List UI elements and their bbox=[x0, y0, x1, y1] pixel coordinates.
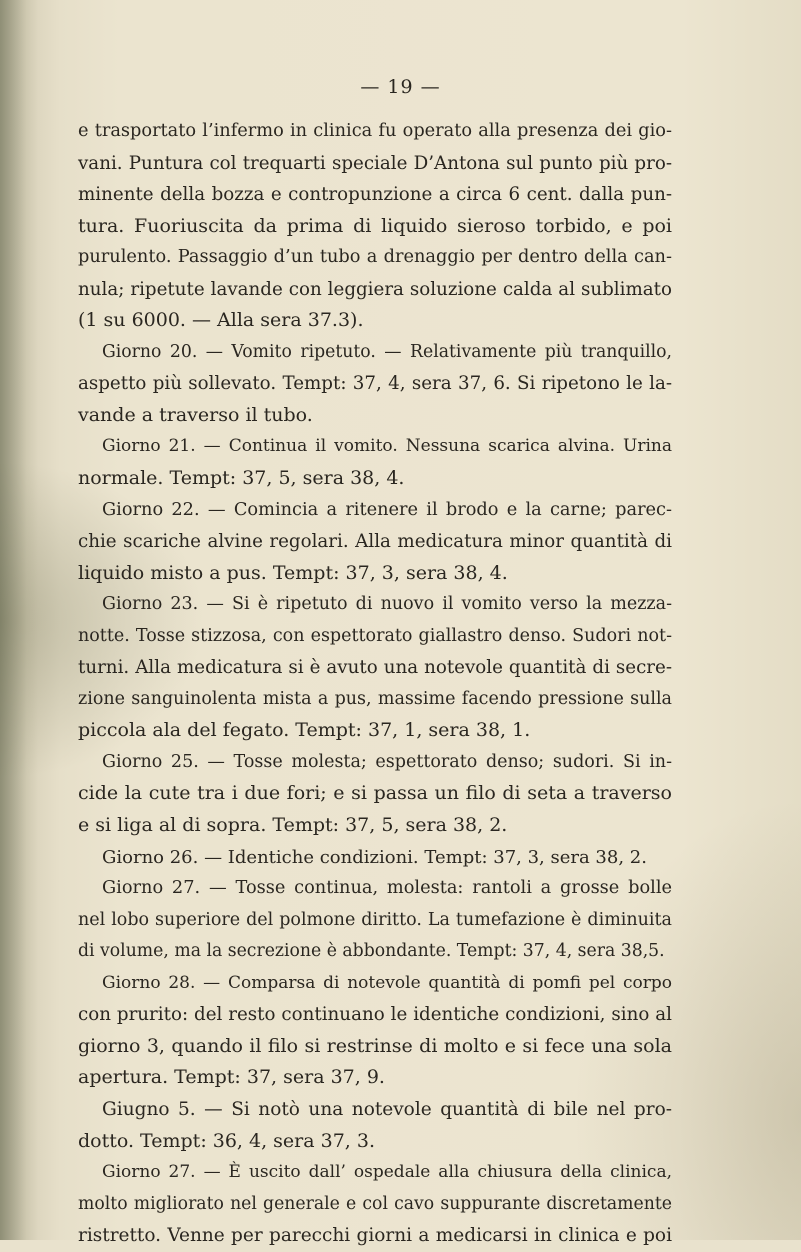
text-line: giorno 3, quando il filo si restrinse di molto e si fece una sola bbox=[78, 1034, 672, 1057]
text-line: di volume, ma la secrezione è abbondante. Tempt: 37, 4, sera 38,5. bbox=[78, 941, 665, 962]
text-line: Giorno 20. — Vomito ripetuto. — Relativamente più tranquillo, bbox=[102, 341, 672, 362]
text-line: Giorno 27. — È uscito dall’ ospedale alla chiusura della clinica, bbox=[102, 1162, 672, 1183]
text-line: notte. Tosse stizzosa, con espettorato giallastro denso. Sudori not- bbox=[78, 625, 672, 646]
text-line: molto migliorato nel generale e col cavo suppurante discretamente bbox=[78, 1193, 672, 1214]
text-line: zione sanguinolenta mista a pus, massime facendo pressione sulla bbox=[78, 688, 672, 709]
text-line: Giorno 23. — Si è ripetuto di nuovo il vomito verso la mezza- bbox=[102, 594, 672, 615]
body-text bbox=[78, 116, 672, 1252]
text-line: nel lobo superiore del polmone diritto. La tumefazione è diminuita bbox=[78, 909, 672, 930]
text-line: purulento. Passaggio d’un tubo a drenaggio per dentro della can- bbox=[78, 247, 672, 268]
text-line: nula; ripetute lavande con leggiera soluzione calda al sublimato bbox=[78, 278, 672, 300]
text-line: cide la cute tra i due fori; e si passa un filo di seta a traverso bbox=[78, 782, 672, 805]
text-line: Giorno 22. — Comincia a ritenere il brodo e la carne; parec- bbox=[102, 499, 672, 520]
page-binding-edge bbox=[0, 0, 38, 1240]
text-line: Giorno 21. — Continua il vomito. Nessuna scarica alvina. Urina bbox=[102, 436, 672, 457]
text-line: piccola ala del fegato. Tempt: 37, 1, sera 38, 1. bbox=[78, 719, 531, 742]
text-line: liquido misto a pus. Tempt: 37, 3, sera 38, 4. bbox=[78, 561, 508, 584]
text-line: (1 su 6000. — Alla sera 37.3). bbox=[78, 309, 364, 332]
text-line: e trasportato l’infermo in clinica fu operato alla presenza dei gio- bbox=[78, 121, 672, 141]
text-line: Giorno 25. — Tosse molesta; espettorato denso; sudori. Si in- bbox=[102, 751, 672, 772]
text-line: vani. Puntura col trequarti speciale D’Antona sul punto più pro- bbox=[78, 152, 672, 174]
text-line: Giorno 28. — Comparsa di notevole quantità di pomfi pel corpo bbox=[102, 972, 672, 993]
text-line: Giorno 26. — Identiche condizioni. Tempt: 37, 3, sera 38, 2. bbox=[102, 846, 647, 868]
page-number: — 19 — bbox=[360, 76, 441, 98]
text-line: normale. Tempt: 37, 5, sera 38, 4. bbox=[78, 467, 405, 490]
text-line: con prurito: del resto continuano le identiche condizioni, sino al bbox=[78, 1004, 672, 1026]
text-line: chie scariche alvine regolari. Alla medicatura minor quantità di bbox=[78, 531, 672, 553]
text-line: vande a traverso il tubo. bbox=[78, 403, 313, 426]
text-line: minente della bozza e contropunzione a circa 6 cent. dalla pun- bbox=[78, 184, 672, 206]
text-line: dotto. Tempt: 36, 4, sera 37, 3. bbox=[78, 1129, 376, 1152]
text-line: ristretto. Venne per parecchi giorni a medicarsi in clinica e poi bbox=[78, 1225, 672, 1247]
text-line: turni. Alla medicatura si è avuto una notevole quantità di secre- bbox=[78, 657, 672, 679]
text-line: tura. Fuoriuscita da prima di liquido sieroso torbido, e poi bbox=[78, 214, 672, 237]
text-line: aspetto più sollevato. Tempt: 37, 4, sera 37, 6. Si ripetono le la- bbox=[78, 373, 672, 395]
text-line: Giugno 5. — Si notò una notevole quantità di bile nel pro- bbox=[102, 1098, 672, 1120]
text-line: apertura. Tempt: 37, sera 37, 9. bbox=[78, 1066, 385, 1089]
text-line: e si liga al di sopra. Tempt: 37, 5, sera 38, 2. bbox=[78, 814, 508, 837]
text-line: Giorno 27. — Tosse continua, molesta: rantoli a grosse bolle bbox=[102, 878, 672, 899]
